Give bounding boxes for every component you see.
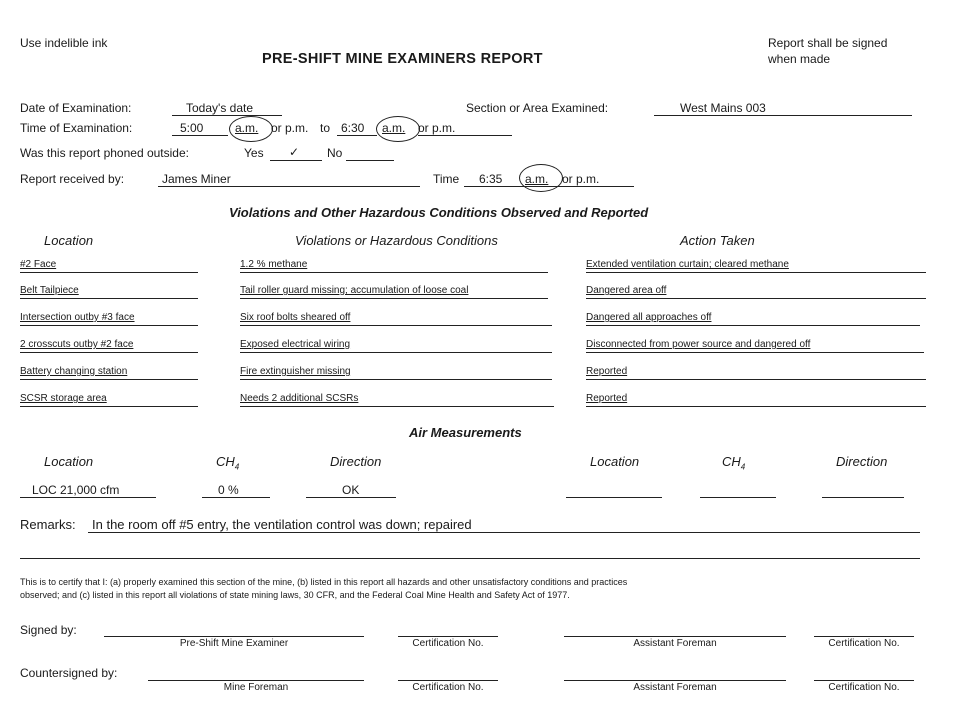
air-col-direction-right: Direction [836, 454, 888, 469]
yes-label: Yes [244, 146, 264, 160]
countersigned-label: Countersigned by: [20, 666, 118, 680]
violation-condition[interactable]: Tail roller guard missing; accumulation of loose coal [240, 285, 469, 296]
signed-by-label: Signed by: [20, 623, 77, 637]
air-heading: Air Measurements [409, 425, 522, 440]
violation-action[interactable]: Dangered area off [586, 285, 667, 296]
remarks-label: Remarks: [20, 517, 76, 532]
violations-col-location: Location [44, 233, 94, 248]
certification-line1: This is to certify that I: (a) properly examined this section of the mine, (b) listed in this report all hazards and other unsatisfactory conditions and practices [20, 577, 628, 587]
violation-condition[interactable]: 1.2 % methane [240, 259, 308, 270]
violation-action[interactable]: Dangered all approaches off [586, 312, 712, 323]
yes-checkmark[interactable]: ✓ [289, 145, 300, 159]
am-label-received: a.m. [525, 172, 549, 186]
signed-by-field[interactable] [104, 636, 364, 637]
countersigned-field[interactable] [148, 680, 364, 681]
countersigned-assistant-cert-field[interactable] [814, 680, 914, 681]
received-time-value[interactable]: 6:35 [479, 172, 503, 186]
violation-action[interactable]: Reported [586, 393, 628, 404]
mine-foreman-caption: Mine Foreman [223, 682, 289, 693]
violation-condition[interactable]: Fire extinguisher missing [240, 366, 351, 377]
form-title: PRE-SHIFT MINE EXAMINERS REPORT [262, 51, 543, 67]
air-col-location-right: Location [590, 454, 640, 469]
signed-assistant-field[interactable] [564, 636, 786, 637]
countersigned-assistant-field[interactable] [564, 680, 786, 681]
air-ch4-value[interactable]: 0 % [218, 483, 239, 497]
remarks-text[interactable]: In the room off #5 entry, the ventilation control was down; repaired [92, 517, 472, 532]
air-col-direction-left: Direction [330, 454, 382, 469]
or-pm-label-end: or p.m. [418, 121, 456, 135]
violation-action[interactable]: Extended ventilation curtain; cleared methane [586, 259, 789, 270]
date-label: Date of Examination: [20, 101, 132, 115]
air-location-value[interactable]: LOC 21,000 cfm [32, 483, 120, 497]
signed-cert-caption: Certification No. [412, 638, 484, 649]
countersigned-cert-caption: Certification No. [412, 682, 484, 693]
signed-cert-field[interactable] [398, 636, 498, 637]
violation-location[interactable]: Battery changing station [20, 366, 128, 377]
remarks-second-line[interactable] [20, 558, 920, 559]
violation-condition[interactable]: Exposed electrical wiring [240, 339, 351, 350]
signed-note-line1: Report shall be signed [768, 36, 888, 50]
am-label-start: a.m. [235, 121, 259, 135]
am-label-end: a.m. [382, 121, 406, 135]
or-pm-label-received: or p.m. [562, 172, 600, 186]
violation-location[interactable]: Belt Tailpiece [20, 285, 79, 296]
certification-line2: observed; and (c) listed in this report all violations of state mining laws, 30 CFR, and the Federal Coal Mine Health and Safety Act of 1977. [20, 590, 570, 600]
countersigned-cert-field[interactable] [398, 680, 498, 681]
section-label: Section or Area Examined: [466, 101, 609, 115]
air-location-right-field[interactable] [566, 497, 662, 498]
violation-location[interactable]: SCSR storage area [20, 393, 107, 404]
signed-assistant-caption: Assistant Foreman [633, 638, 717, 649]
phoned-label: Was this report phoned outside: [20, 146, 189, 160]
no-label: No [327, 146, 343, 160]
signed-assistant-cert-caption: Certification No. [828, 638, 900, 649]
time-label: Time of Examination: [20, 121, 133, 135]
received-by-value[interactable]: James Miner [162, 172, 231, 186]
received-time-label: Time [433, 172, 460, 186]
violation-condition[interactable]: Needs 2 additional SCSRs [240, 393, 359, 404]
time-start-value[interactable]: 5:00 [180, 121, 204, 135]
violation-action[interactable]: Disconnected from power source and dangered off [586, 339, 811, 350]
violations-heading: Violations and Other Hazardous Conditions Observed and Reported [229, 205, 649, 220]
violation-location[interactable]: Intersection outby #3 face [20, 312, 135, 323]
countersigned-assistant-cert-caption: Certification No. [828, 682, 900, 693]
air-ch4-right-field[interactable] [700, 497, 776, 498]
received-label: Report received by: [20, 172, 125, 186]
air-direction-right-field[interactable] [822, 497, 904, 498]
air-col-ch4-left: $CH_4$ [216, 454, 240, 472]
signed-note-line2: when made [768, 52, 831, 66]
violation-action[interactable]: Reported [586, 366, 628, 377]
indelible-ink-note: Use indelible ink [20, 36, 108, 50]
air-direction-value[interactable]: OK [342, 483, 360, 497]
time-to-label: to [320, 121, 331, 135]
countersigned-assistant-caption: Assistant Foreman [633, 682, 717, 693]
pre-shift-caption: Pre-Shift Mine Examiner [179, 638, 289, 649]
violation-condition[interactable]: Six roof bolts sheared off [240, 312, 351, 323]
date-value[interactable]: Today's date [186, 101, 254, 115]
or-pm-label-start: or p.m. [271, 121, 309, 135]
section-value[interactable]: West Mains 003 [680, 101, 766, 115]
violation-location[interactable]: 2 crosscuts outby #2 face [20, 339, 134, 350]
violation-location[interactable]: #2 Face [20, 259, 57, 270]
violations-col-conditions: Violations or Hazardous Conditions [295, 233, 498, 248]
time-end-value[interactable]: 6:30 [341, 121, 365, 135]
air-col-ch4-right: $CH_4$ [722, 454, 746, 472]
air-col-location-left: Location [44, 454, 94, 469]
violations-col-action: Action Taken [680, 233, 755, 248]
signed-assistant-cert-field[interactable] [814, 636, 914, 637]
